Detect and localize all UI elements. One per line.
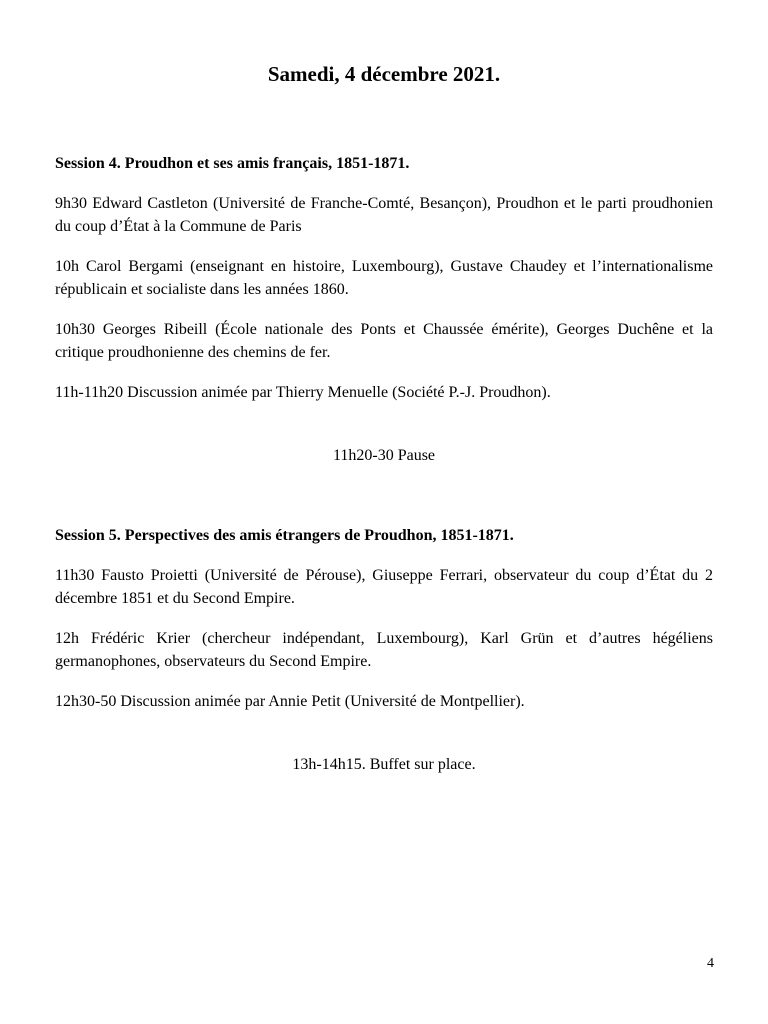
session-5-talk-11h30: 11h30 Fausto Proietti (Université de Pérouse), Giuseppe Ferrari, observateur du coup d’État du 2 décembre 1851 et du Second Empire. (55, 567, 713, 607)
page-title: Samedi, 4 décembre 2021. (267, 62, 501, 86)
session-5-heading: Session 5. Perspectives des amis étrangers de Proudhon, 1851-1871. (55, 527, 514, 544)
session-4-talk-9h30: 9h30 Edward Castleton (Université de Franche-Comté, Besançon), Proudhon et le parti proudhonien du coup d’État à la Commune de Paris (55, 195, 713, 235)
page-number: 4 (707, 956, 714, 971)
session-4-discussion: 11h-11h20 Discussion animée par Thierry Menuelle (Société P.-J. Proudhon). (55, 384, 551, 401)
session-5-talk-12h: 12h Frédéric Krier (chercheur indépendant, Luxembourg), Karl Grün et d’autres hégéliens germanophones, observateurs du Second Empire. (55, 630, 713, 670)
session-5-discussion: 12h30-50 Discussion animée par Annie Petit (Université de Montpellier). (55, 693, 525, 710)
buffet-line: 13h-14h15. Buffet sur place. (292, 756, 476, 773)
session-4-talk-10h: 10h Carol Bergami (enseignant en histoire, Luxembourg), Gustave Chaudey et l’internationalisme républicain et socialiste dans les années 1860. (55, 258, 713, 298)
session-4-heading: Session 4. Proudhon et ses amis français, 1851-1871. (55, 155, 410, 172)
session-4-talk-10h30: 10h30 Georges Ribeill (École nationale des Ponts et Chaussée émérite), Georges Duchêne et la critique proudhonienne des chemins de fer. (55, 321, 713, 361)
pause-line: 11h20-30 Pause (332, 447, 436, 464)
